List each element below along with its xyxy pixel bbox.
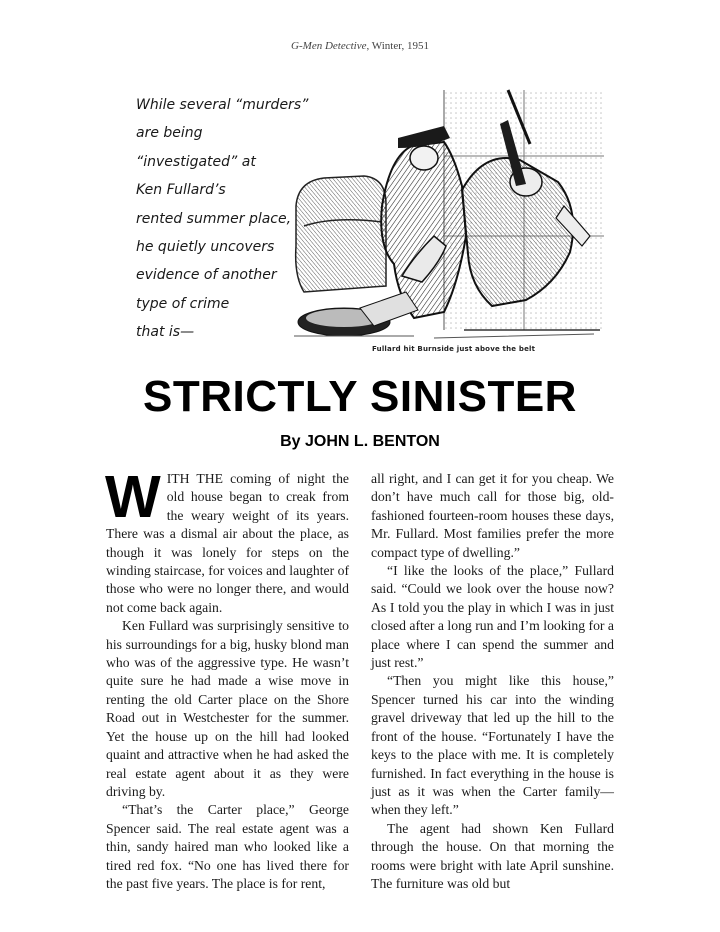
text-column-1 bbox=[105, 464, 349, 891]
paragraph bbox=[105, 464, 349, 617]
blurb-line: While several “murders” bbox=[136, 97, 309, 113]
byline: By JOHN L. BENTON bbox=[280, 433, 440, 450]
armchair bbox=[296, 176, 386, 292]
blurb-line: that is— bbox=[136, 324, 195, 341]
running-head bbox=[0, 40, 720, 52]
paragraph: all right, and I can get it for you cheap. We don’t have much call for those big, old-fashioned fourteen-room houses these days, Mr. Fullard. Most families prefer the more compact type of dwelling.” bbox=[371, 471, 614, 560]
illustration-caption: Fullard hit Burnside just above the belt bbox=[372, 345, 536, 353]
paragraph: “I like the looks of the place,” Fullard said. “Could we look over the house now? As I told you the play in which I was in just closed after a long run and I’m looking for a place where I can spend the summer and just rest.” bbox=[371, 563, 614, 671]
paragraph: “Then you might like this house,” Spencer turned his car into the winding gravel driveway that led up the hill to the front of the house. “Fortunately I have the keys to the place with me. It is completely furnished. In fact everything in the house is just as it was when the Carter family—when they left.” bbox=[371, 673, 614, 818]
paragraph-text: THE coming of night the old house began to creak from the weary weight of its years. There was a dismal air about the place, as though it was lonely for steps on the winding staircase, for voices and laughter of those who were no longer there, and would not come back again. bbox=[106, 471, 349, 615]
blurb-line: Ken Fullard’s bbox=[136, 182, 226, 199]
blurb-line: “investigated” at bbox=[136, 153, 256, 170]
blurb-line: evidence of another bbox=[136, 267, 277, 284]
blurb-line: rented summer place, bbox=[136, 210, 292, 227]
first-word-rest: ITH bbox=[166, 471, 190, 486]
issue-date: , Winter, 1951 bbox=[366, 40, 429, 52]
fight-illustration bbox=[294, 86, 606, 344]
blurb-line: type of crime bbox=[136, 295, 230, 312]
paragraph: Ken Fullard was surprisingly sensitive to his surroundings for a big, husky blond man who was of the aggressive type. He wasn’t quite sure he had made a wise move in renting the old Carter place on the Shore Road out in Westchester for the summer. Yet the house up on the hill had looked quaint and attractive when he had asked the real estate agent about it as they were driving by. bbox=[106, 618, 349, 799]
story-header bbox=[136, 86, 606, 364]
story-title: STRICTLY SINISTER bbox=[143, 372, 577, 421]
blurb-line: he quietly uncovers bbox=[136, 238, 275, 255]
paragraph: The agent had shown Ken Fullard through the house. On that morning the rooms were bright with late April sunshine. The furniture was old but bbox=[371, 820, 614, 891]
drop-cap: W bbox=[105, 464, 161, 530]
blurb-line: are being bbox=[136, 125, 203, 142]
paragraph: “That’s the Carter place,” George Spencer said. The real estate agent was a thin, sandy haired man who looked like a tired red fox. “No one has lived there for the past five years. The place is for rent, bbox=[106, 802, 349, 891]
magazine-name: G-Men Detective bbox=[291, 40, 367, 52]
text-column-2 bbox=[371, 470, 614, 891]
story-blurb bbox=[136, 96, 311, 352]
